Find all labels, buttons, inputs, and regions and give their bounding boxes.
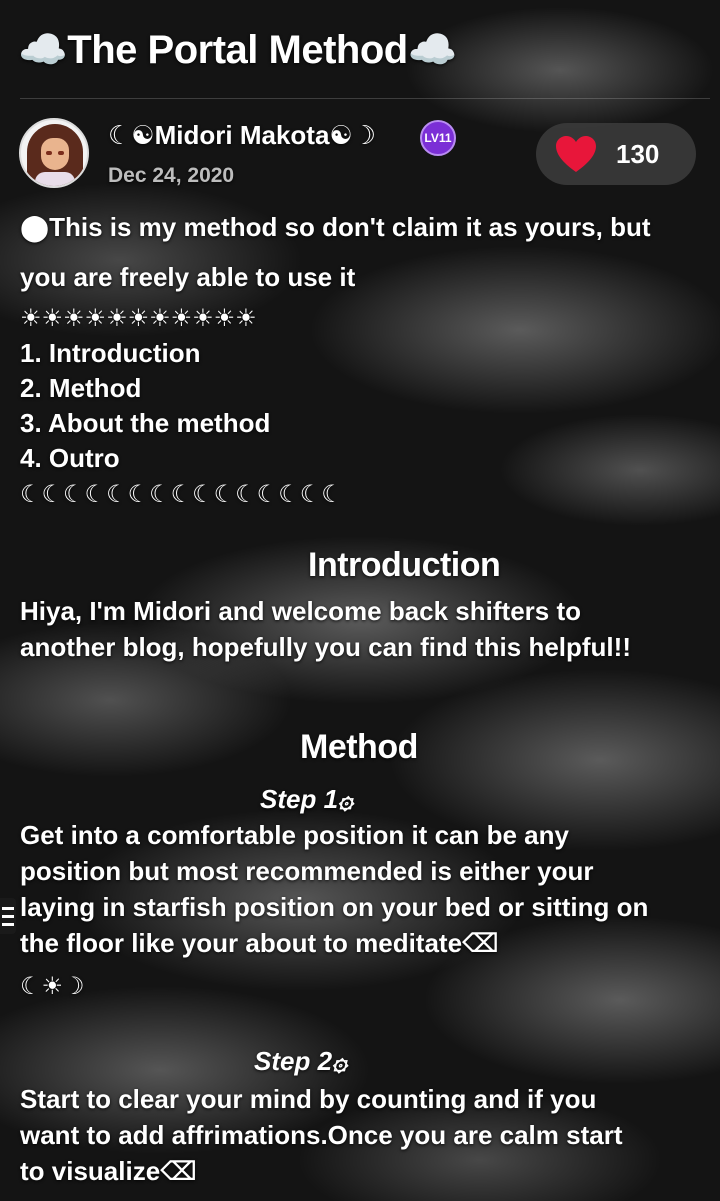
hamburger-line	[2, 923, 14, 926]
like-button[interactable]	[536, 123, 696, 185]
step-1-heading: Step 1۞	[260, 784, 354, 814]
step-1-symbol: ☾☀☽	[20, 973, 85, 1000]
heart-icon	[554, 134, 598, 174]
author-avatar[interactable]	[19, 118, 89, 188]
intro-line-2: you are freely able to use it	[20, 262, 356, 292]
step-1-text: position but most recommended is either your	[20, 856, 594, 886]
hamburger-line	[2, 915, 14, 918]
avatar-eye	[46, 151, 52, 155]
star-divider: ☀☀☀☀☀☀☀☀☀☀☀	[20, 305, 257, 332]
intro-line-1: ⬤This is my method so don't claim it as yours, but	[20, 212, 651, 242]
step-2-text: Start to clear your mind by counting and if you	[20, 1084, 597, 1114]
step-1-text: Get into a comfortable position it can be any	[20, 820, 569, 850]
post-title: ☁️The Portal Method☁️	[18, 28, 457, 72]
avatar-eye	[58, 151, 64, 155]
introduction-heading: Introduction	[308, 546, 501, 584]
author-name[interactable]: ☾☯Midori Makota☯☽	[108, 120, 377, 150]
post-date: Dec 24, 2020	[108, 164, 235, 187]
header-divider	[20, 98, 710, 99]
toc-item: 3. About the method	[20, 408, 271, 438]
level-badge: LV11	[420, 120, 456, 156]
step-2-text: to visualize⌫	[20, 1156, 197, 1186]
toc-item: 4. Outro	[20, 443, 120, 473]
step-2-text: want to add affrimations.Once you are calm start	[20, 1120, 623, 1150]
step-2-heading: Step 2۞	[254, 1046, 348, 1076]
toc-item: 1. Introduction	[20, 338, 201, 368]
hamburger-line	[2, 907, 14, 910]
moon-divider: ☾☾☾☾☾☾☾☾☾☾☾☾☾☾☾	[20, 481, 343, 508]
like-count: 130	[616, 138, 660, 169]
step-1-text: the floor like your about to meditate⌫	[20, 928, 499, 958]
introduction-text: Hiya, I'm Midori and welcome back shifters to	[20, 596, 581, 626]
toc-item: 2. Method	[20, 373, 142, 403]
avatar-shirt	[35, 172, 75, 188]
introduction-text: another blog, hopefully you can find this helpful!!	[20, 632, 631, 662]
step-1-text: laying in starfish position on your bed or sitting on	[20, 892, 649, 922]
hamburger-icon[interactable]	[0, 898, 16, 934]
method-heading: Method	[300, 728, 418, 766]
avatar-face	[41, 138, 69, 170]
